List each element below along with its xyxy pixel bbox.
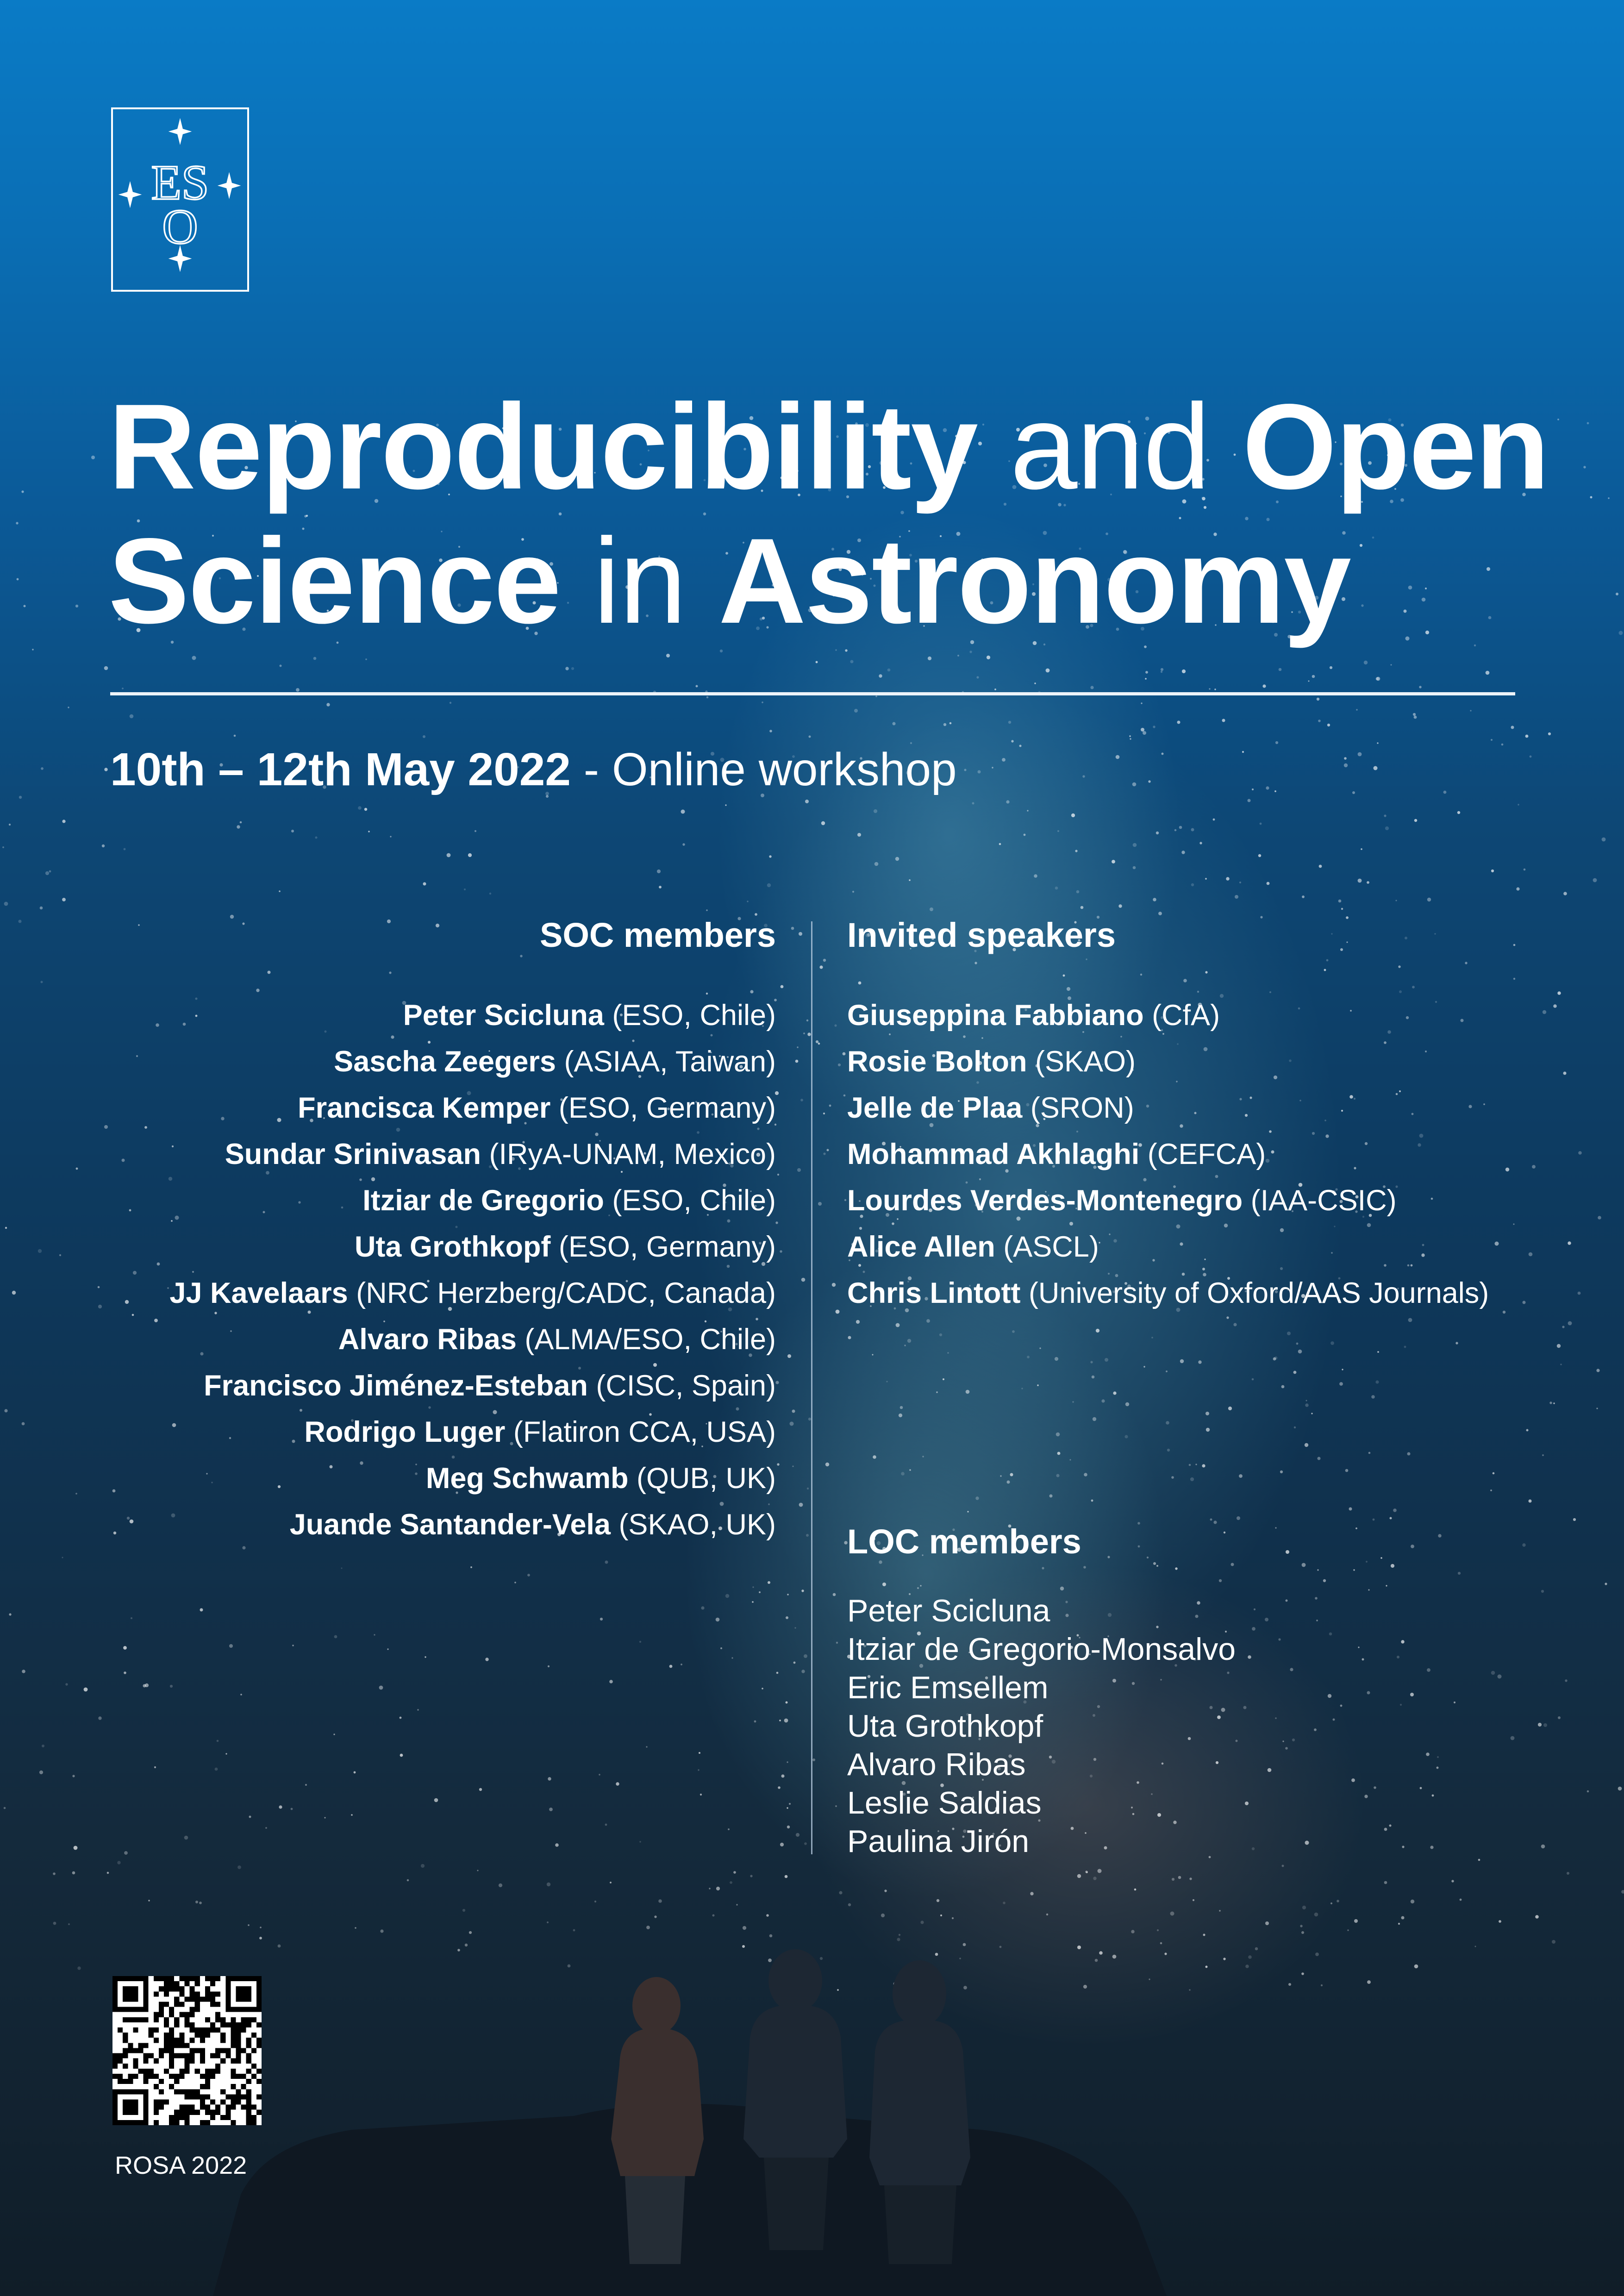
invited-speaker-item [847, 1177, 1489, 1224]
soc-member-item [169, 1409, 776, 1455]
soc-member-name: Itziar de Gregorio [362, 1184, 604, 1217]
soc-member-item [169, 1455, 776, 1501]
soc-member-name: Uta Grothkopf [354, 1231, 551, 1263]
soc-member-item [169, 1501, 776, 1548]
loc-member-item: Itziar de Gregorio-Monsalvo [847, 1632, 1236, 1667]
soc-member-name: Sundar Srinivasan [225, 1138, 481, 1170]
soc-member-affiliation: (NRC Herzberg/CADC, Canada) [348, 1277, 776, 1309]
column-divider [811, 921, 812, 1854]
eso-logo [111, 107, 249, 292]
invited-speaker-item [847, 1131, 1489, 1177]
invited-speaker-name: Giuseppina Fabbiano [847, 999, 1144, 1032]
invited-speaker-affiliation: (CEFCA) [1139, 1138, 1266, 1170]
title-divider [110, 692, 1515, 695]
soc-member-affiliation: (ESO, Germany) [550, 1231, 776, 1263]
soc-member-affiliation: (ASIAA, Taiwan) [556, 1045, 776, 1078]
title-in: in [593, 513, 686, 649]
soc-member-affiliation: (ESO, Germany) [550, 1092, 776, 1124]
loc-member-item: Paulina Jirón [847, 1824, 1030, 1859]
invited-speaker-name: Lourdes Verdes-Montenegro [847, 1184, 1243, 1217]
qr-label: ROSA 2022 [115, 2152, 247, 2179]
qr-code[interactable] [112, 1976, 262, 2125]
soc-member-item [169, 1363, 776, 1409]
soc-member-name: Peter Scicluna [403, 999, 604, 1032]
soc-member-affiliation: (ESO, Chile) [604, 1184, 776, 1217]
soc-member-name: Alvaro Ribas [338, 1323, 517, 1356]
invited-speaker-name: Jelle de Plaa [847, 1092, 1023, 1124]
soc-member-name: Sascha Zeegers [334, 1045, 556, 1078]
soc-member-name: Francisca Kemper [298, 1092, 551, 1124]
title-astronomy: Astronomy [718, 513, 1350, 649]
invited-speaker-affiliation: (University of Oxford/AAS Journals) [1020, 1277, 1489, 1309]
invited-speaker-item [847, 992, 1489, 1039]
invited-speaker-item [847, 1270, 1489, 1316]
loc-member-item: Eric Emsellem [847, 1670, 1049, 1705]
loc-member-item: Peter Scicluna [847, 1593, 1050, 1628]
poster-title [108, 380, 1590, 648]
title-and: and [1010, 379, 1210, 514]
invited-speaker-affiliation: (SRON) [1022, 1092, 1134, 1124]
soc-member-list [169, 992, 776, 1548]
loc-heading: LOC members [847, 1522, 1081, 1561]
soc-member-item [169, 1270, 776, 1316]
soc-member-name: JJ Kavelaars [169, 1277, 348, 1309]
soc-member-item [169, 992, 776, 1039]
invited-speaker-affiliation: (CfA) [1143, 999, 1220, 1032]
event-dateline [110, 742, 957, 797]
invited-speaker-list [847, 992, 1489, 1316]
soc-member-name: Rodrigo Luger [304, 1416, 506, 1448]
loc-member-item: Uta Grothkopf [847, 1708, 1043, 1744]
soc-member-item [169, 1316, 776, 1363]
event-format: - Online workshop [570, 744, 957, 795]
soc-member-affiliation: (CISC, Spain) [587, 1370, 776, 1402]
soc-member-affiliation: (Flatiron CCA, USA) [505, 1416, 776, 1448]
invited-speaker-affiliation: (SKAO) [1027, 1045, 1136, 1078]
loc-member-item: Alvaro Ribas [847, 1747, 1026, 1782]
invited-speaker-name: Chris Lintott [847, 1277, 1021, 1309]
invited-speaker-affiliation: (ASCL) [995, 1231, 1099, 1263]
soc-member-name: Francisco Jiménez-Esteban [204, 1370, 588, 1402]
svg-text:O: O [162, 200, 198, 255]
invited-speaker-item [847, 1224, 1489, 1270]
soc-member-affiliation: (ESO, Chile) [604, 999, 776, 1032]
invited-speaker-affiliation: (IAA-CSIC) [1243, 1184, 1397, 1217]
soc-member-affiliation: (SKAO, UK) [610, 1508, 776, 1541]
title-open: Open [1242, 379, 1549, 514]
svg-text:ES: ES [151, 156, 209, 211]
soc-member-name: Meg Schwamb [425, 1462, 629, 1495]
title-reproducibility: Reproducibility [108, 379, 977, 514]
invited-speaker-name: Alice Allen [847, 1231, 995, 1263]
invited-speaker-name: Rosie Bolton [847, 1045, 1027, 1078]
soc-member-item [169, 1224, 776, 1270]
event-dates: 10th – 12th May 2022 [110, 744, 571, 795]
soc-member-item [169, 1177, 776, 1224]
invited-speaker-item [847, 1085, 1489, 1131]
soc-member-affiliation: (QUB, UK) [628, 1462, 776, 1495]
loc-member-item: Leslie Saldias [847, 1785, 1042, 1821]
invited-speaker-name: Mohammad Akhlaghi [847, 1138, 1140, 1170]
soc-heading: SOC members [540, 916, 776, 954]
title-science: Science [108, 513, 561, 649]
soc-member-affiliation: (IRyA-UNAM, Mexico) [481, 1138, 776, 1170]
soc-member-item [169, 1085, 776, 1131]
soc-member-item [169, 1131, 776, 1177]
loc-member-list [847, 1592, 1236, 1861]
soc-member-item [169, 1039, 776, 1085]
invited-speaker-item [847, 1039, 1489, 1085]
soc-member-affiliation: (ALMA/ESO, Chile) [516, 1323, 776, 1356]
soc-member-name: Juande Santander-Vela [289, 1508, 611, 1541]
invited-heading: Invited speakers [847, 916, 1116, 954]
